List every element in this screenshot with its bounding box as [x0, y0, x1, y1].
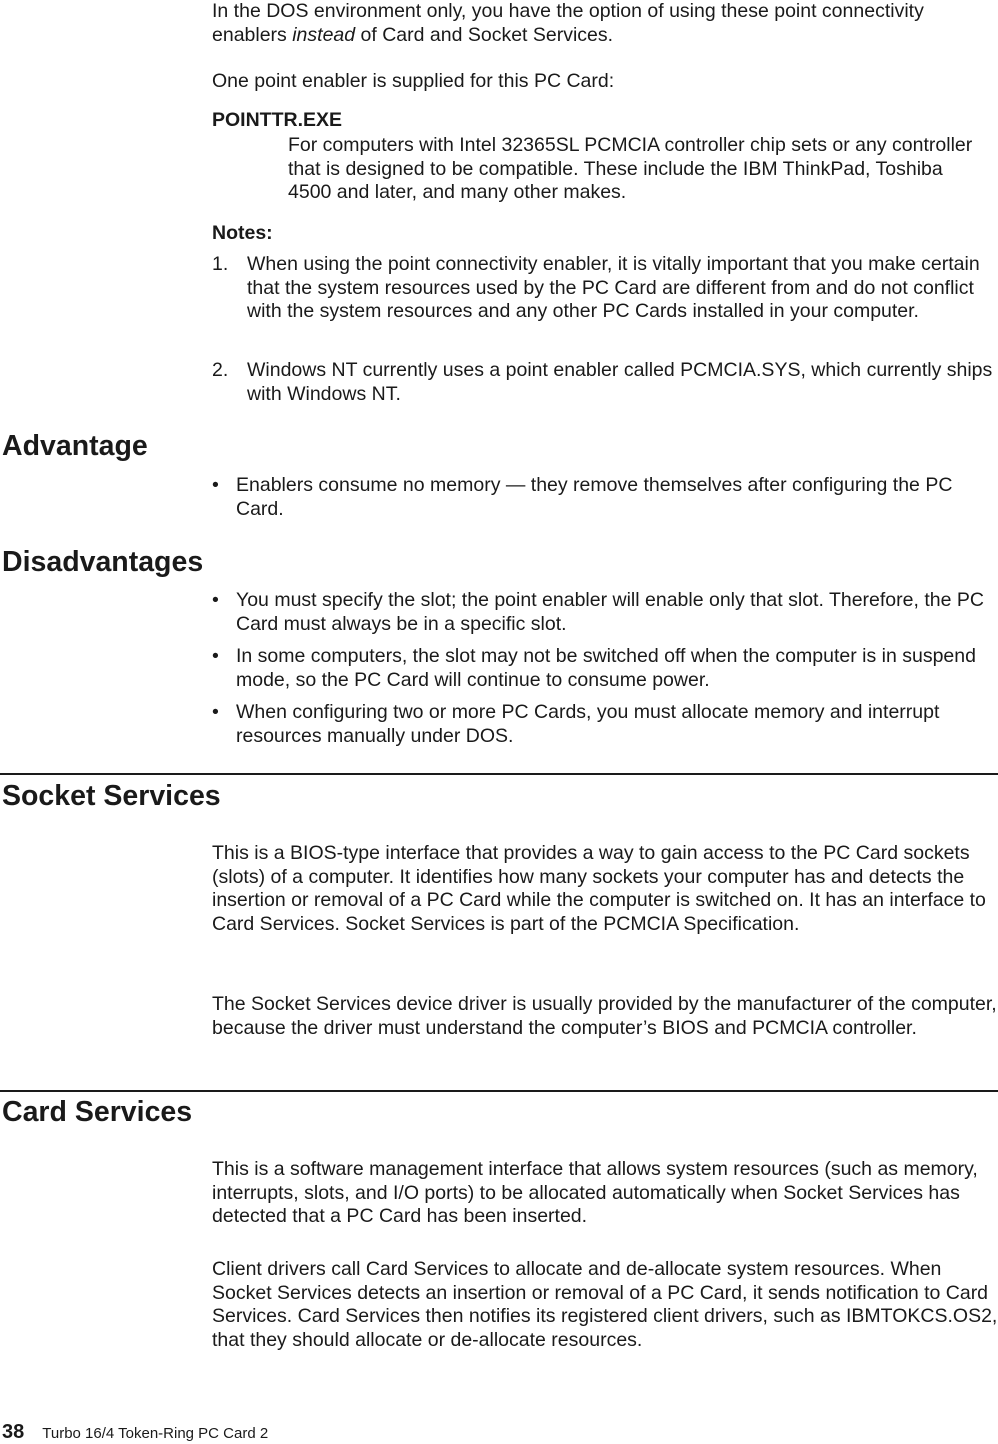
bullet-icon: • [212, 645, 219, 667]
page-number: 38 [2, 1421, 25, 1443]
bullet-icon: • [212, 474, 219, 496]
disadvantage-bullet: • You must specify the slot; the point enabler will enable only that slot. Therefore, the PC Card must always be in a specific slot. [212, 589, 984, 635]
note-item [212, 359, 998, 406]
disadvantage-bullet: • In some computers, the slot may not be switched off when the computer is in suspend mode, so the PC Card will continue to consume power. [212, 645, 976, 691]
section-divider [0, 773, 998, 775]
disadvantage-bullet: • When configuring two or more PC Cards, you must allocate memory and interrupt resources manually under DOS. [212, 701, 940, 747]
intro-enabler-sentence: One point enabler is supplied for this PC Card: [212, 70, 615, 92]
page-footer [2, 1422, 268, 1444]
advantage-bullet: • Enablers consume no memory — they remove themselves after configuring the PC Card. [212, 474, 953, 520]
note-text: Windows NT currently uses a point enabler called PCMCIA.SYS, which currently ships with Windows NT. [247, 359, 993, 405]
socket-services-paragraph: This is a BIOS-type interface that provides a way to gain access to the PC Card sockets (slots) of a computer. It identifies how many sockets your computer has and detects the insertion or removal of a PC Card while the computer is switched on. It has an interface to Card Services. Socket Services is part of the PCMCIA Specification. [212, 842, 986, 936]
bullet-icon: • [212, 701, 219, 723]
book-title: Turbo 16/4 Token-Ring PC Card 2 [42, 1425, 269, 1442]
card-services-heading: Card Services [2, 1096, 193, 1128]
disadvantages-heading: Disadvantages [2, 546, 204, 578]
section-divider [0, 1090, 998, 1092]
note-number: 2. [212, 359, 229, 381]
bullet-icon: • [212, 589, 219, 611]
socket-services-heading: Socket Services [2, 780, 221, 812]
definition-term: POINTTR.EXE [212, 109, 343, 131]
note-item [212, 253, 998, 324]
socket-services-paragraph: The Socket Services device driver is usually provided by the manufacturer of the computer, because the driver must understand the computer’s BIOS and PCMCIA controller. [212, 993, 997, 1039]
card-services-paragraph: Client drivers call Card Services to allocate and de-allocate system resources. When Socket Services detects an insertion or removal of a PC Card, it sends notification to Card Services. Card Services then notifies its registered client drivers, such as IBMTOKCS.OS2, that they should allocate or de-allocate resources. [212, 1258, 998, 1352]
notes-label: Notes: [212, 222, 273, 244]
card-services-paragraph: This is a software management interface that allows system resources (such as memory, interrupts, slots, and I/O ports) to be allocated automatically when Socket Services has detected that a PC Card has been inserted. [212, 1158, 978, 1228]
note-text: When using the point connectivity enabler, it is vitally important that you make certain that the system resources used by the PC Card are different from and do not conflict with the system resources and any other PC Cards installed in your computer. [247, 253, 980, 323]
intro-paragraph: In the DOS environment only, you have the option of using these point connectivity enablers instead of Card and Socket Services. [212, 0, 924, 46]
note-number: 1. [212, 253, 229, 275]
definition-text: For computers with Intel 32365SL PCMCIA controller chip sets or any controller that is designed to be compatible. These include the IBM ThinkPad, Toshiba 4500 and later, and many other makes. [288, 134, 973, 204]
advantage-heading: Advantage [2, 430, 148, 462]
